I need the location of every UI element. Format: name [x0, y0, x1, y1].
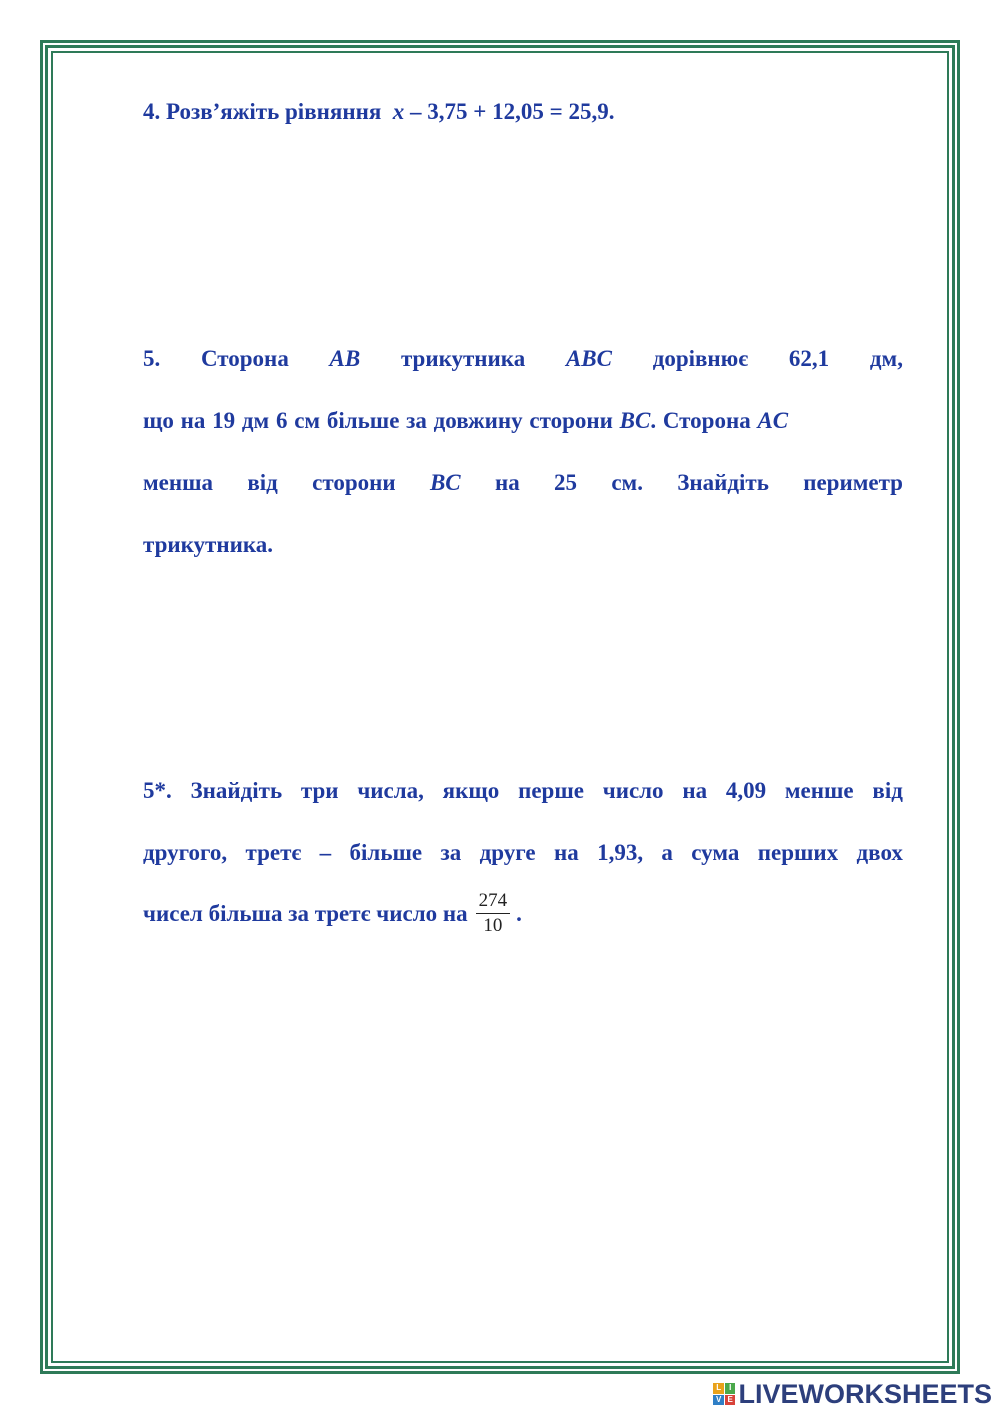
badge-letter: L	[713, 1383, 724, 1394]
fraction-numerator: 274	[476, 889, 511, 914]
task-4-line	[143, 95, 903, 129]
badge-letter: E	[725, 1395, 736, 1406]
task-5-star-line-2	[143, 836, 903, 870]
task-5-word: сторони	[312, 470, 396, 495]
task-5-star-word: 1,93,	[597, 840, 644, 865]
task-5-star-word: три	[300, 778, 339, 803]
task-5-word: Знайдіть	[677, 470, 769, 495]
task-5-star-word: перших	[757, 840, 839, 865]
task-5-word: см.	[611, 470, 643, 495]
task-4-prefix: 4. Розв’яжіть рівняння	[143, 99, 382, 124]
page-border-inner	[51, 51, 949, 1363]
task-5-segment-label: AB	[329, 346, 361, 371]
task-5-word: дм,	[869, 346, 903, 371]
task-5-star-word: за	[440, 840, 462, 865]
task-5-star-word: менше	[784, 778, 854, 803]
task-5-star-period: .	[516, 901, 522, 926]
task-5-star-word: третє	[245, 840, 302, 865]
task-5-triangle-label: ABC	[565, 346, 612, 371]
task-5-text: трикутника.	[143, 532, 274, 557]
task-5-star-word: 4,09	[725, 778, 767, 803]
task-4-variable: x	[392, 99, 405, 124]
badge-letter: I	[725, 1383, 736, 1394]
task-5-star-line-3	[143, 884, 903, 944]
task-5-star-word: друге	[479, 840, 536, 865]
fraction	[476, 889, 511, 938]
task-5-line-3	[143, 466, 903, 500]
task-5-star-word: –	[319, 840, 332, 865]
liveworksheets-logo-text: LIVEWORKSHEETS	[738, 1378, 992, 1409]
fraction-denominator: 10	[483, 915, 503, 937]
liveworksheets-badge-icon	[713, 1383, 735, 1405]
task-4-equation-rest: – 3,75 + 12,05 = 25,9.	[410, 99, 615, 124]
task-5-word: трикутника	[400, 346, 526, 371]
task-5-word: 25	[554, 470, 578, 495]
task-5-word: від	[247, 470, 278, 495]
task-5-line-4	[143, 528, 903, 562]
task-5-text: . Сторона	[650, 408, 758, 433]
task-5-segment-label: BC	[429, 470, 461, 495]
task-5-segment-label: AC	[757, 408, 789, 433]
task-5-star-word: другого,	[143, 840, 228, 865]
task-5-line-2	[143, 404, 903, 438]
task-5-star-text: чисел більша за третє число на	[143, 901, 468, 926]
task-5-segment-label: BC	[619, 408, 651, 433]
task-5-word: 5.	[143, 346, 161, 371]
badge-letter: V	[713, 1395, 724, 1406]
task-5-star-word: двох	[856, 840, 903, 865]
task-5-word: периметр	[803, 470, 903, 495]
task-5-star-word: на	[682, 778, 708, 803]
task-5-word: Сторона	[200, 346, 289, 371]
liveworksheets-logo	[713, 1379, 992, 1409]
task-5-star-word: число	[602, 778, 664, 803]
task-5-star-word: перше	[518, 778, 584, 803]
task-5-star-word: якщо	[442, 778, 500, 803]
task-5-word: на	[494, 470, 520, 495]
task-5-star-word: сума	[691, 840, 740, 865]
task-5-word: дорівнює	[652, 346, 749, 371]
task-5-star-word: числа,	[357, 778, 424, 803]
task-5-star-word: від	[872, 778, 903, 803]
task-5-star-word: а	[661, 840, 673, 865]
task-5-star-word: 5*.	[143, 778, 172, 803]
task-5-word: менша	[143, 470, 214, 495]
task-5-star-word: Знайдіть	[190, 778, 283, 803]
task-5-star-line-1	[143, 774, 903, 808]
task-5-word: 62,1	[788, 346, 830, 371]
task-5-line-1	[143, 342, 903, 376]
task-5-star-word: більше	[349, 840, 423, 865]
task-5-star-word: на	[553, 840, 579, 865]
task-5-text: що на 19 дм 6 см більше за довжину сторони	[143, 408, 620, 433]
